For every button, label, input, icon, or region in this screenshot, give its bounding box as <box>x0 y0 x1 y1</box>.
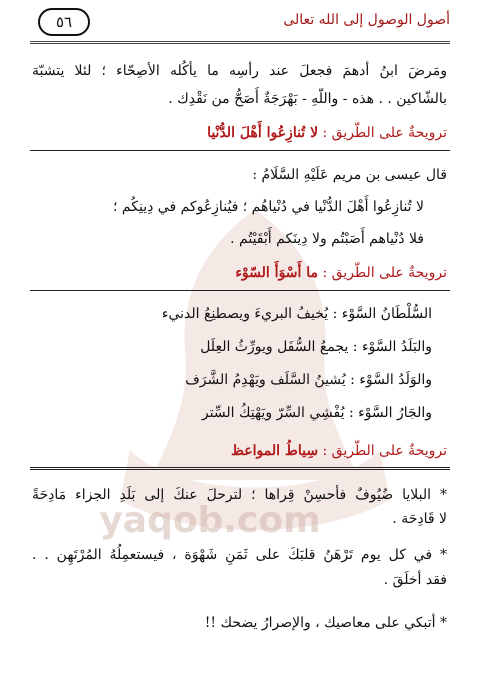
heading-prefix: ترويحةٌ على الطّريق : <box>322 265 447 281</box>
admonition-line: * أتبكي على معاصيك ، والإصرارُ يضحك !! <box>204 615 447 631</box>
page-number-badge: ٥٦ <box>38 8 90 36</box>
section-divider <box>30 150 450 151</box>
verse-line: والجَارُ السَّوْء : يُفْشِي السِّرّ ويَهْتِكُ السِّتر <box>201 405 432 421</box>
section-divider <box>30 467 450 470</box>
admonition-line: * في كل يوم تَرْهَنُ قلبَكَ على ثَمَنِ شَهْوَة ، فيستعمِلُهُ المُرْتَهِن . . <box>32 547 447 563</box>
heading-title: ما أَسْوَأَ السّوْء <box>235 265 319 281</box>
quote-intro: قال عيسى بن مريم عَلَيْهِ السَّلَامُ : <box>252 167 447 183</box>
paragraph-line: بالشّاكين . . هذه - واللّهِ - بَهْرَجَةٌ أَصَحُّ من نَقْدِك . <box>168 91 447 107</box>
section-heading <box>32 122 447 144</box>
running-header-title: أصول الوصول إلى الله تعالى <box>283 12 450 28</box>
admonition-line: فقد أخلَقَ . <box>383 572 447 588</box>
watermark-text: yaqob.com <box>99 500 321 541</box>
admonition-line: * البلايا ضُيُوفٌ فأحسِنْ قِراها ؛ لترحلَ عنكَ إلى بَلَدِ الجزاء مَادِحَةً <box>32 487 447 503</box>
heading-prefix: ترويحةٌ على الطّريق : <box>322 125 447 141</box>
admonition-line: لا قَادِحَة . <box>392 511 447 527</box>
verse-line: والبَلَدُ السَّوْء : يجمعُ السُّفَل ويورِّثُ العِلَل <box>200 339 432 355</box>
paragraph-line: ومَرضَ ابنُ أدهمَ فجعلَ عند رأسِه ما يأكُله الأصِحّاء ؛ لئلا يتشبّهَ <box>32 63 447 79</box>
heading-prefix: ترويحةٌ على الطّريق : <box>322 443 447 459</box>
verse-line: السُّلْطَانُ السَّوْء : يُخيفُ البريءَ ويصطنِعُ الدنيء <box>161 306 432 322</box>
header-divider <box>30 41 450 44</box>
quote-line: لا تُنازِعُوا أَهْلَ الدُّنْيا في دُنْياهُم ؛ فيُنازِعُوكم في دِينِكُم ؛ <box>113 199 424 215</box>
heading-title: لا تُنازِعُوا أَهْلَ الدُّنْيا <box>207 125 319 141</box>
verse-line: والوَلَدُ السَّوْء : يُشينُ السَّلَف ويَهْدِمُ الشَّرَف <box>185 372 432 388</box>
section-heading <box>32 440 447 462</box>
heading-title: سِياطُ المواعظ <box>231 443 319 459</box>
section-divider <box>30 290 450 291</box>
section-heading <box>32 262 447 284</box>
quote-line: فلا دُنْياهم أَصَبْتُم ولا دِينَكم أَبْقَيْتُم . <box>230 231 424 247</box>
